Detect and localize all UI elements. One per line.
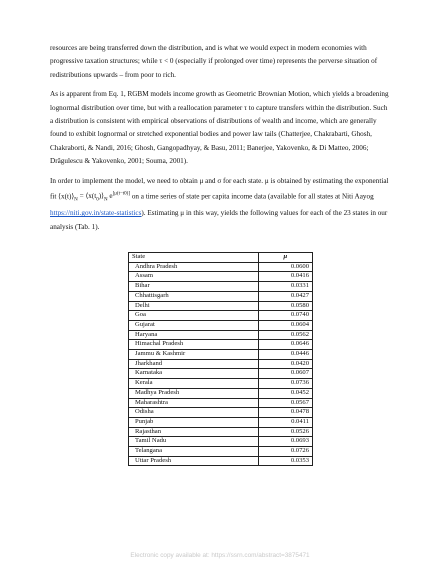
table-row [129, 262, 313, 272]
table-row [129, 417, 313, 427]
table-row [129, 272, 313, 282]
state-name: Assam [129, 272, 259, 282]
mu-value: 0.0646 [258, 340, 312, 350]
table-header-row [129, 253, 313, 263]
mu-value: 0.0416 [258, 272, 312, 282]
table-row [129, 437, 313, 447]
table-row [129, 369, 313, 379]
table-row [129, 330, 313, 340]
header-state: State [129, 253, 259, 263]
paragraph-1: resources are being transferred down the distribution, and is what we would expect in modern economies with progressive taxation structures; while τ < 0 (especially if prolonged over time) represents the perverse situation of redistributions upwards – from poor to rich. [50, 44, 378, 79]
state-name: Telangana [129, 447, 259, 457]
mu-value: 0.0526 [258, 427, 312, 437]
mu-value: 0.0607 [258, 369, 312, 379]
paragraph-3 [50, 175, 392, 234]
table-row [129, 350, 313, 360]
mu-value: 0.0567 [258, 398, 312, 408]
mu-value: 0.0411 [258, 417, 312, 427]
mu-value: 0.0736 [258, 379, 312, 389]
table-row [129, 379, 313, 389]
mu-value: 0.0604 [258, 320, 312, 330]
table-row [129, 301, 313, 311]
state-name: Maharashtra [129, 398, 259, 408]
header-mu: μ [258, 253, 312, 263]
state-name: Delhi [129, 301, 259, 311]
state-name: Rajasthan [129, 427, 259, 437]
table-row [129, 427, 313, 437]
mu-value: 0.0446 [258, 350, 312, 360]
page-body [50, 42, 392, 240]
state-name: Goa [129, 311, 259, 321]
mu-value: 0.0580 [258, 301, 312, 311]
state-name: Tamil Nadu [129, 437, 259, 447]
fit-formula: $_N = ⟨x(t_0)⟩_N$ e[μ(t−t0)] [74, 192, 131, 203]
mu-table [128, 252, 313, 466]
state-name: Andhra Pradesh [129, 262, 259, 272]
state-name: Madhya Pradesh [129, 388, 259, 398]
table-row [129, 311, 313, 321]
paragraph-2: As is apparent from Eq. 1, RGBM models income growth as Geometric Brownian Motion, which yields a broadening lognormal distribution over time, but with a reallocation parameter τ to capture transfers within the distribution. Such a distribution is consistent with empirical observations of distributions of wealth and income, which are generally found to exhibit lognormal or stretched exponential bodies and power law tails (Chatterjee, Chakrabarti, Ghosh, Chakraborti, & Nandi, 2016; Ghosh, Gangopadhyay, & Basu, 2011; Banerjee, Yakovenko, & Di Matteo, 2006; Drăgulescu & Yakovenko, 2001; Souma, 2001). [50, 90, 389, 166]
state-name: Gujarat [129, 320, 259, 330]
mu-value: 0.0452 [258, 388, 312, 398]
state-name: Jammu & Kashmir [129, 350, 259, 360]
niti-aayog-link[interactable]: https://niti.gov.in/state-statistics [50, 209, 142, 218]
table-row [129, 359, 313, 369]
state-name: Chhattisgarh [129, 291, 259, 301]
table-row [129, 398, 313, 408]
mu-value: 0.0331 [258, 282, 312, 292]
mu-value: 0.0740 [258, 311, 312, 321]
mu-value: 0.0478 [258, 408, 312, 418]
paragraph-3-part-b: on a time series of state per capita income data (available for all states at Niti Aayog [130, 192, 374, 201]
mu-value: 0.0693 [258, 437, 312, 447]
table-row [129, 291, 313, 301]
table-row [129, 408, 313, 418]
state-name: Kerala [129, 379, 259, 389]
state-name: Himachal Pradesh [129, 340, 259, 350]
state-name: Odisha [129, 408, 259, 418]
table-row [129, 456, 313, 466]
footer-ssrn-notice: Electronic copy available at: https://ssrn.com/abstract=3875471 [130, 552, 310, 559]
table-row [129, 320, 313, 330]
mu-value: 0.0726 [258, 447, 312, 457]
state-name: Haryana [129, 330, 259, 340]
state-name: Jharkhand [129, 359, 259, 369]
table-row [129, 340, 313, 350]
paragraph-3-part-a: In order to implement the model, we need to obtain μ and σ for each state. μ is obtained by estimating the exponential fit ⟨x(t)⟩ [50, 176, 389, 201]
state-name: Uttar Pradesh [129, 456, 259, 466]
mu-value: 0.0353 [258, 456, 312, 466]
mu-value: 0.0562 [258, 330, 312, 340]
state-name: Karnataka [129, 369, 259, 379]
table-row [129, 388, 313, 398]
mu-value: 0.0420 [258, 359, 312, 369]
state-name: Punjab [129, 417, 259, 427]
paragraph-3-part-c: ). Estimating μ in this way, yields the following values for each of the 23 states in our analysis (Tab. 1). [50, 209, 388, 231]
table-row [129, 447, 313, 457]
mu-value: 0.0427 [258, 291, 312, 301]
table-body [129, 262, 313, 466]
table-row [129, 282, 313, 292]
state-name: Bihar [129, 282, 259, 292]
mu-value: 0.0600 [258, 262, 312, 272]
